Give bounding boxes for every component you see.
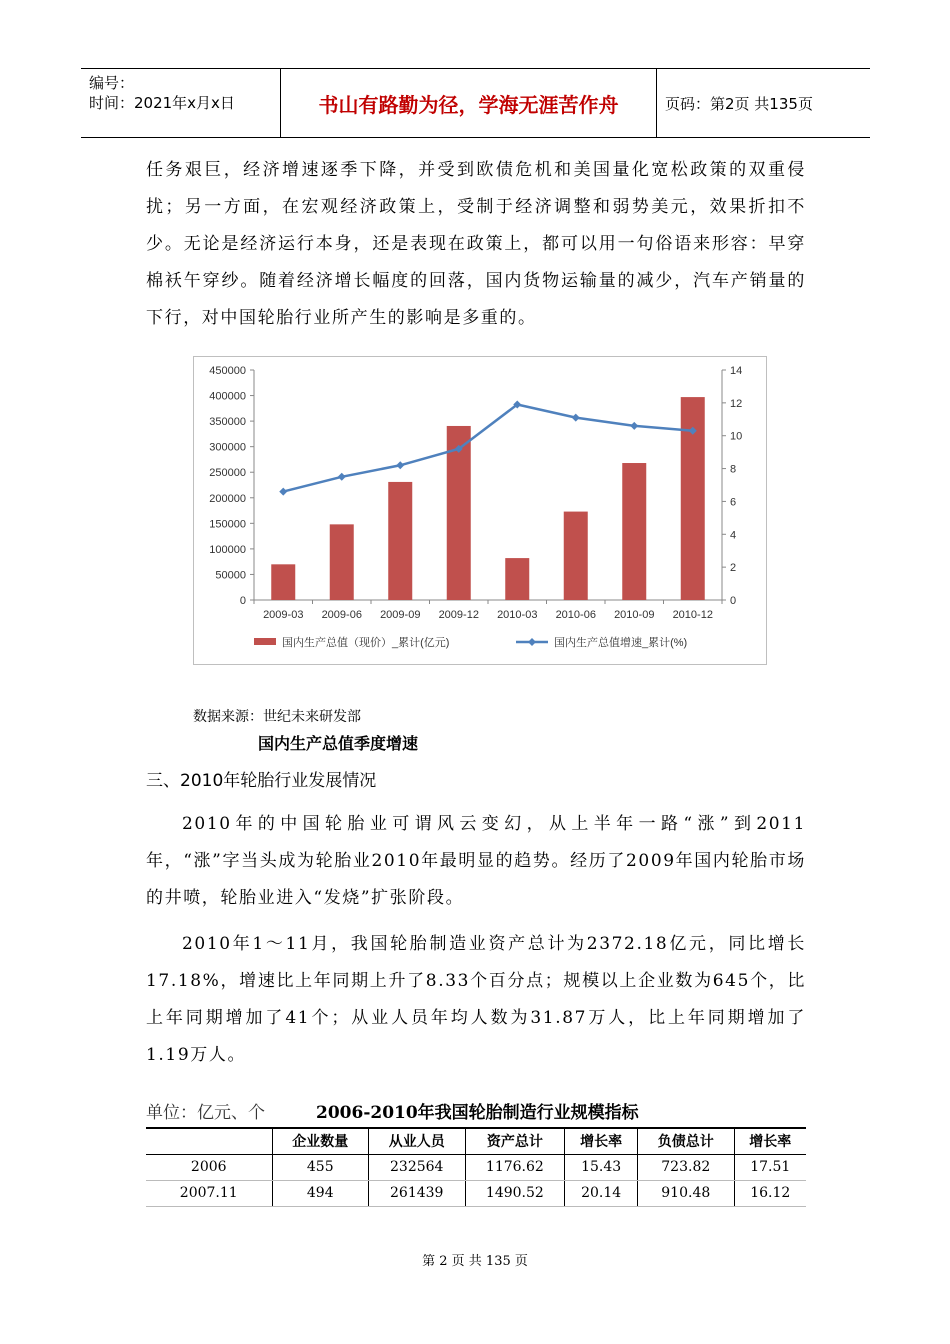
left-tick-label: 0 bbox=[239, 595, 246, 607]
legend-swatch-bar bbox=[254, 638, 276, 645]
right-tick-label: 0 bbox=[730, 595, 737, 607]
point-gdp-growth bbox=[572, 414, 580, 422]
x-tick-label: 2010-03 bbox=[497, 609, 538, 621]
legend-label-line: 国内生产总值增速_累计(%) bbox=[554, 637, 688, 649]
table-cell: 232564 bbox=[369, 1154, 466, 1180]
x-tick-label: 2010-06 bbox=[555, 609, 596, 621]
x-tick-label: 2009-09 bbox=[380, 609, 421, 621]
right-tick-label: 10 bbox=[730, 430, 743, 443]
header-meta bbox=[81, 69, 281, 137]
header-motto: 书山有路勤为径，学海无涯苦作舟 bbox=[281, 69, 657, 137]
left-tick-label: 250000 bbox=[209, 467, 246, 480]
table-cell: 2006 bbox=[146, 1154, 272, 1180]
point-gdp-growth bbox=[338, 473, 346, 481]
table-header-row bbox=[146, 1128, 806, 1154]
left-tick-label: 200000 bbox=[209, 492, 246, 505]
table-header-cell: 企业数量 bbox=[272, 1128, 369, 1154]
table-cell: 2007.11 bbox=[146, 1180, 272, 1206]
bar-gdp-cumulative bbox=[330, 524, 354, 600]
page-footer: 第 2 页 共 135 页 bbox=[422, 1254, 528, 1269]
point-gdp-growth bbox=[630, 422, 638, 430]
page-header bbox=[81, 68, 870, 138]
header-page-label: 页码：第2页 共135页 bbox=[665, 94, 813, 113]
point-gdp-growth bbox=[279, 488, 287, 496]
table-header-cell: 从业人员 bbox=[369, 1128, 466, 1154]
table-cell: 455 bbox=[272, 1154, 369, 1180]
table-cell: 15.43 bbox=[565, 1154, 638, 1180]
right-tick-label: 8 bbox=[730, 463, 737, 476]
bar-gdp-cumulative bbox=[505, 558, 529, 600]
bar-gdp-cumulative bbox=[388, 482, 412, 600]
right-tick-label: 14 bbox=[730, 365, 743, 377]
paragraph-1: 任务艰巨，经济增速逐季下降，并受到欧债危机和美国量化宽松政策的双重侵扰；另一方面，在宏观经济政策上，受制于经济调整和弱势美元，效果折扣不少。无论是经济运行本身，还是表现在政策上，都可以用一句俗语来形容：早穿棉袄午穿纱。随着经济增长幅度的回落，国内货物运输量的减少，汽车产销量的下行，对中国轮胎行业所产生的影响是多重的。 bbox=[146, 160, 806, 328]
table-header-cell bbox=[146, 1128, 272, 1154]
x-tick-label: 2009-03 bbox=[263, 609, 304, 621]
table-header-cell: 增长率 bbox=[565, 1128, 638, 1154]
legend-marker-line bbox=[528, 638, 536, 646]
table-cell: 1176.62 bbox=[465, 1154, 565, 1180]
table-cell: 494 bbox=[272, 1180, 369, 1206]
tire-industry-table bbox=[146, 1127, 806, 1207]
right-tick-label: 4 bbox=[730, 529, 737, 542]
left-tick-label: 400000 bbox=[209, 390, 246, 403]
table-cell: 16.12 bbox=[734, 1180, 806, 1206]
table-header-cell: 负债总计 bbox=[638, 1128, 735, 1154]
left-tick-label: 350000 bbox=[209, 416, 246, 429]
table-cell: 1490.52 bbox=[465, 1180, 565, 1206]
legend-label-bar: 国内生产总值（现价）_累计(亿元) bbox=[282, 637, 450, 649]
point-gdp-growth bbox=[396, 461, 404, 469]
table-unit: 单位：亿元、个 bbox=[146, 1103, 265, 1123]
bar-gdp-cumulative bbox=[564, 512, 588, 600]
data-source: 数据来源：世纪未来研发部 bbox=[193, 709, 361, 725]
bar-gdp-cumulative bbox=[622, 463, 646, 600]
left-tick-label: 300000 bbox=[209, 441, 246, 454]
table-cell: 723.82 bbox=[638, 1154, 735, 1180]
table-cell: 20.14 bbox=[565, 1180, 638, 1206]
table-row bbox=[146, 1180, 806, 1206]
right-tick-label: 6 bbox=[730, 496, 737, 509]
left-tick-label: 150000 bbox=[209, 518, 246, 531]
table-header-cell: 增长率 bbox=[734, 1128, 806, 1154]
x-tick-label: 2009-06 bbox=[321, 609, 362, 621]
x-tick-label: 2010-09 bbox=[614, 609, 655, 621]
paragraph-3: 2010年1～11月，我国轮胎制造业资产总计为2372.18亿元，同比增长17.18%，增速比上年同期上升了8.33个百分点；规模以上企业数为645个，比上年同期增加了41个；从业人员年均人数为31.87万人，比上年同期增加了1.19万人。 bbox=[146, 934, 806, 1065]
gdp-chart-svg bbox=[194, 357, 766, 664]
right-tick-label: 2 bbox=[730, 562, 737, 575]
right-tick-label: 12 bbox=[730, 397, 743, 410]
section-heading: 三、2010年轮胎行业发展情况 bbox=[146, 771, 377, 791]
paragraph-2: 2010年的中国轮胎业可谓风云变幻，从上半年一路“涨”到2011年，“涨”字当头成为轮胎业2010年最明显的趋势。经历了2009年国内轮胎市场的井喷，轮胎业进入“发烧”扩张阶段。 bbox=[146, 814, 806, 908]
table-cell: 261439 bbox=[369, 1180, 466, 1206]
left-tick-label: 50000 bbox=[215, 569, 246, 582]
chart-caption: 国内生产总值季度增速 bbox=[258, 734, 419, 753]
x-tick-label: 2010-12 bbox=[672, 609, 713, 621]
left-tick-label: 100000 bbox=[209, 543, 246, 556]
doc-number-label: 编号： bbox=[89, 74, 135, 92]
gdp-chart bbox=[193, 356, 767, 665]
table-cell: 910.48 bbox=[638, 1180, 735, 1206]
doc-date-label: 时间：2021年x月x日 bbox=[89, 94, 235, 112]
table-title: 2006-2010年我国轮胎制造行业规模指标 bbox=[316, 1103, 639, 1123]
left-tick-label: 450000 bbox=[209, 365, 246, 377]
table-row bbox=[146, 1154, 806, 1180]
x-tick-label: 2009-12 bbox=[438, 609, 479, 621]
table-cell: 17.51 bbox=[734, 1154, 806, 1180]
bar-gdp-cumulative bbox=[271, 564, 295, 600]
table-header-cell: 资产总计 bbox=[465, 1128, 565, 1154]
